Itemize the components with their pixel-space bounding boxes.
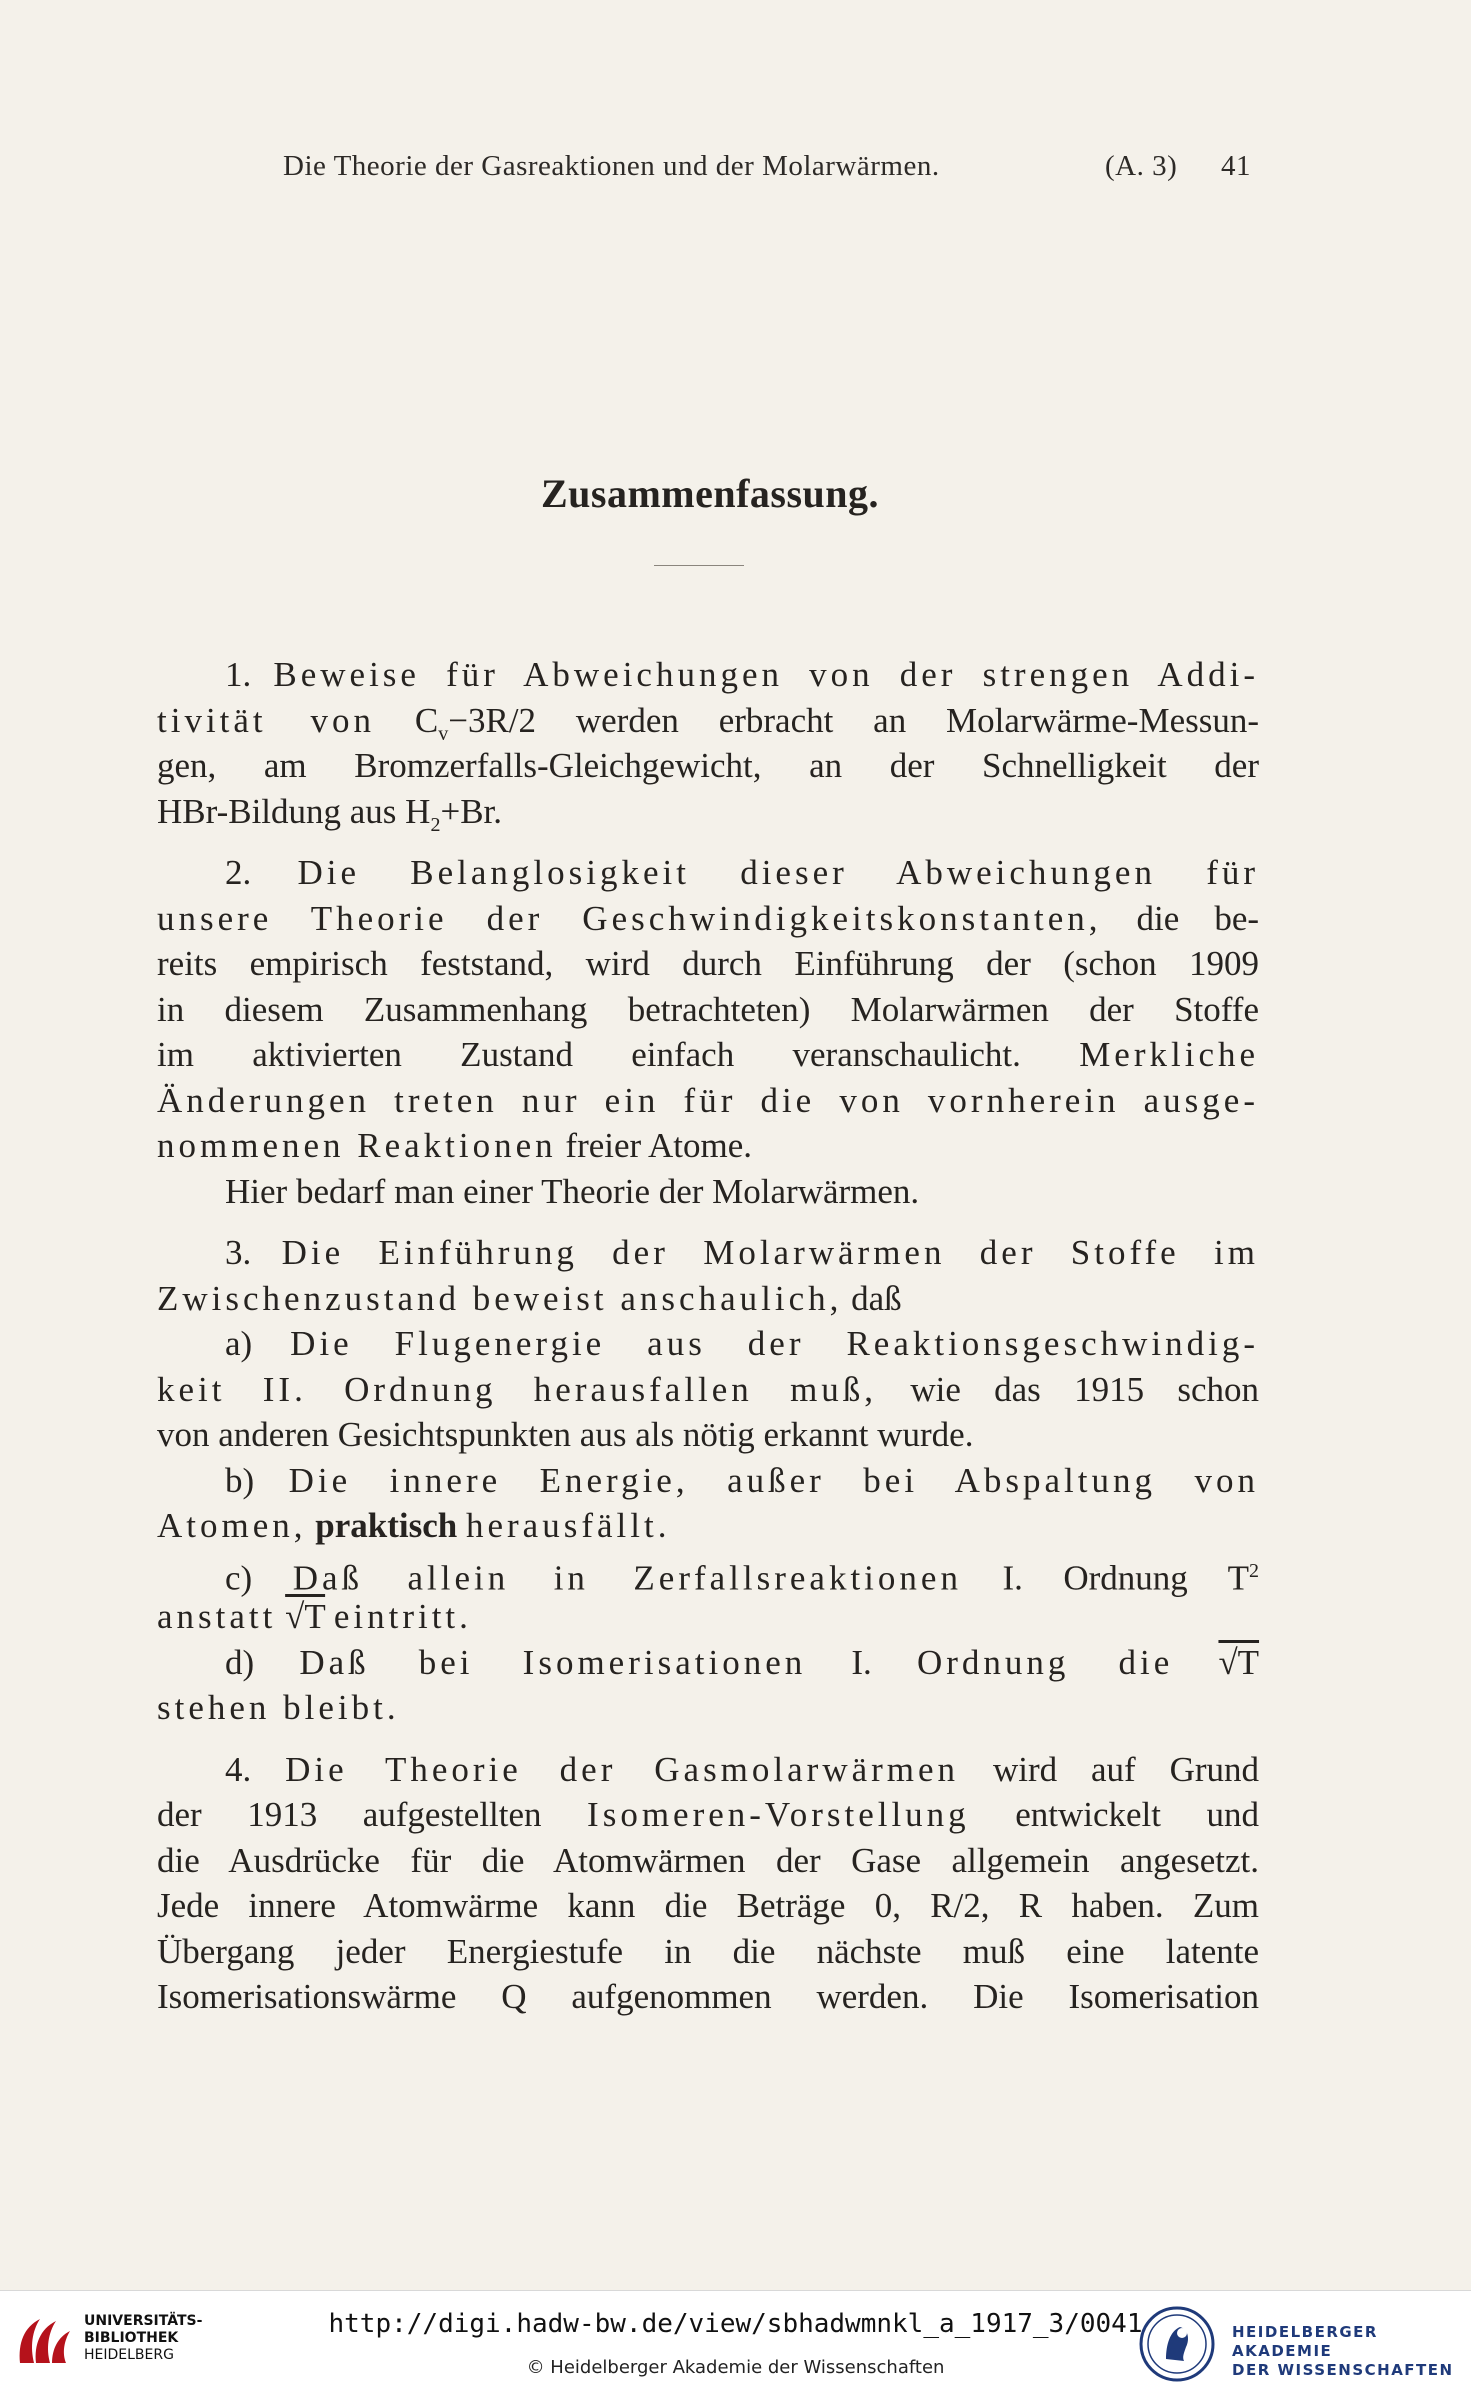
text-body <box>157 652 1259 2020</box>
academy-name: HEIDELBERGER AKADEMIE DER WISSENSCHAFTEN <box>1232 2323 1454 2379</box>
header-ref: (A. 3) <box>1105 150 1178 182</box>
text-line: stehen bleibt. <box>157 1688 400 1727</box>
text-line: unsere Theorie der Geschwindigkeitskonstanten, die be- <box>157 898 1260 938</box>
copyright-notice: © Heidelberger Akademie der Wissenschaften <box>526 2357 945 2378</box>
text-line: 2. Die Belanglosigkeit dieser Abweichungen für <box>225 853 1260 892</box>
section-heading: Zusammenfassung. <box>540 471 880 516</box>
text-line: b) Die innere Energie, außer bei Abspaltung von <box>225 1460 1259 1500</box>
text-line: tivität von $C_v-3R/2$ werden erbracht an Molarwärme-Messun- <box>157 700 1260 745</box>
text-line: die Ausdrücke für die Atomwärmen der Gase allgemein angesetzt. <box>157 1840 1259 1880</box>
text-line: von anderen Gesichtspunkten aus als nötig erkannt wurde. <box>157 1415 974 1454</box>
text-line: in diesem Zusammenhang betrachteten) Molarwärmen der Stoffe <box>157 989 1259 1029</box>
text-line: der 1913 aufgestellten Isomeren-Vorstellung entwickelt und <box>157 1795 1259 1834</box>
text-line: Zwischenzustand beweist anschaulich, daß <box>157 1278 902 1318</box>
text-line: 4. Die Theorie der Gasmolarwärmen wird auf Grund <box>225 1749 1260 1789</box>
page-number: 41 <box>1221 150 1251 182</box>
text-line: HBr-Bildung aus $H_2+Br$. <box>157 791 503 836</box>
text-line: Isomerisationswärme Q aufgenommen werden. Die Isomerisation <box>157 1977 1259 2016</box>
text-line: 1. Beweise für Abweichungen von der strengen Addi- <box>225 655 1260 694</box>
viewer-footer <box>0 2290 1471 2394</box>
text-line: c) Daß allein in Zerfallsreaktionen I. Ordnung $T^2$ <box>225 1558 1260 1598</box>
text-line: Änderungen treten nur ein für die von vornherein ausge- <box>157 1080 1259 1120</box>
text-line: a) Die Flugenergie aus der Reaktionsgeschwindig- <box>225 1324 1259 1363</box>
text-line: 3. Die Einführung der Molarwärmen der Stoffe im <box>225 1233 1259 1272</box>
text-line: im aktivierten Zustand einfach veranschaulicht. Merkliche <box>157 1035 1260 1074</box>
academy-seal-icon <box>1138 2305 1216 2383</box>
text-line: keit II. Ordnung herausfallen muß, wie das 1915 schon <box>157 1369 1260 1409</box>
university-library-name: UNIVERSITÄTS- BIBLIOTHEK HEIDELBERG <box>84 2313 203 2363</box>
text-line: anstatt √T eintritt. <box>157 1597 472 1636</box>
text-line: nommenen Reaktionen freier Atome. <box>157 1126 753 1165</box>
text-line: Hier bedarf man einer Theorie der Molarwärmen. <box>225 1171 920 1211</box>
text-line: Übergang jeder Energiestufe in die nächste muß eine latente <box>157 1931 1259 1971</box>
text-line: gen, am Bromzerfalls-Gleichgewicht, an der Schnelligkeit der <box>157 746 1259 785</box>
text-line: d) Daß bei Isomerisationen I. Ordnung die √T <box>225 1642 1260 1682</box>
text-line: reits empirisch feststand, wird durch Einführung der (schon 1909 <box>157 944 1259 983</box>
permalink-url[interactable]: http://digi.hadw-bw.de/view/sbhadwmnkl_a_1917_3/0041 <box>328 2309 1143 2339</box>
heading-rule <box>654 565 744 566</box>
header-title: Die Theorie der Gasreaktionen und der Molarwärmen. <box>283 150 940 182</box>
text-line: Atomen, praktisch herausfällt. <box>157 1506 671 1545</box>
text-line: Jede innere Atomwärme kann die Beträge 0, R/2, R haben. Zum <box>157 1886 1259 1925</box>
